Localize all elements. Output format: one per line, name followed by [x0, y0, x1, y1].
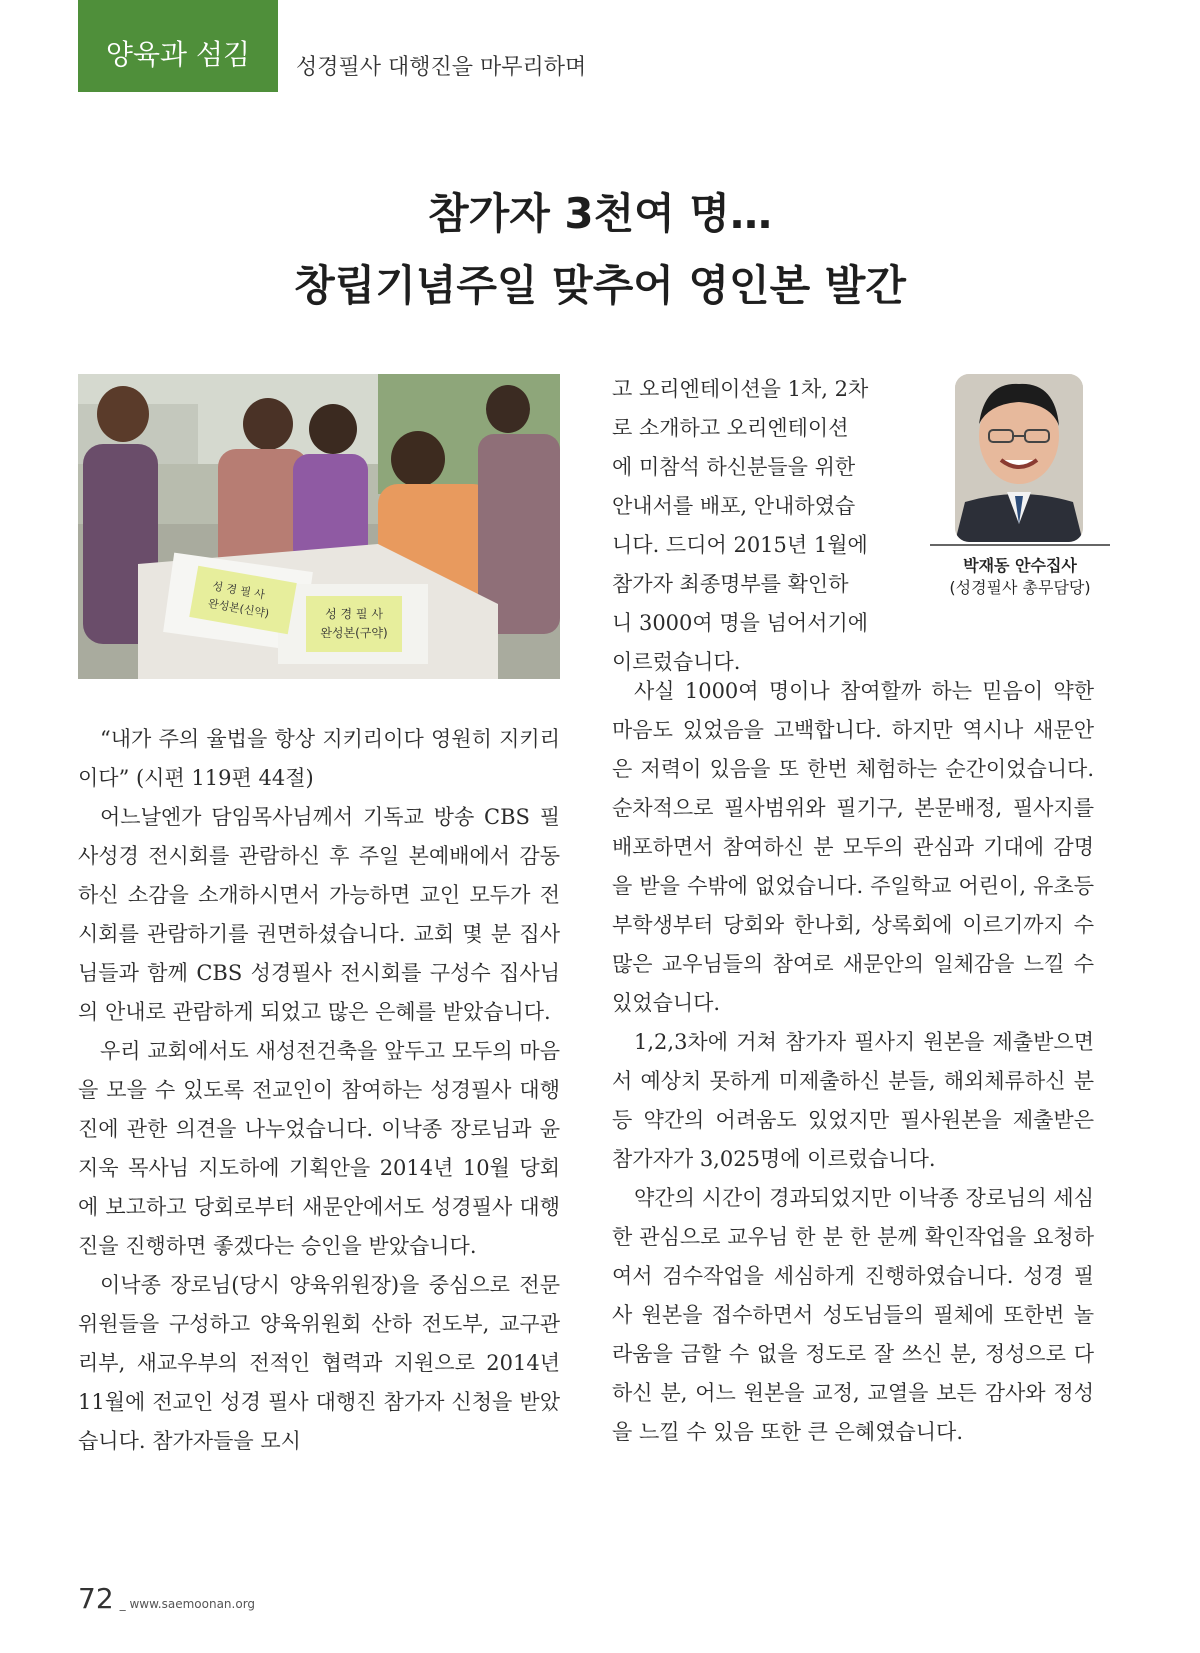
- right-top-line: 이르렀습니다.: [612, 650, 741, 674]
- caption-role: (성경필사 총무담당): [949, 578, 1091, 597]
- article-title: [0, 178, 1200, 322]
- page-number: 72: [78, 1582, 114, 1615]
- paragraph: 사실 1000여 명이나 참여할까 하는 믿음이 약한 마음도 있었음을 고백합니다. 하지만 역시나 새문안은 저력이 있음을 또 한번 체험하는 순간이었습니다. 순차적으로 필사범위와 필기구, 본문배정, 필사지를 배포하면서 참여하신 분 모두의 관심과 기대에 감명을 받을 수밖에 없었습니다. 주일학교 어린이, 유초등부학생부터 당회와 한나회, 상록회에 이르기까지 수많은 교우님들의 참여로 새문안의 일체감을 느낄 수 있었습니다.: [612, 679, 1094, 1015]
- paragraph: 어느날엔가 담임목사님께서 기독교 방송 CBS 필사성경 전시회를 관람하신 후 주일 본예배에서 감동하신 소감을 소개하시면서 가능하면 교인 모두가 전시회를 관람하기를 권면하셨습니다. 교회 몇 분 집사님들과 함께 CBS 성경필사 전시회를 구성수 집사님의 안내로 관람하게 되었고 많은 은혜를 받았습니다.: [78, 805, 560, 1024]
- section-subtitle: 성경필사 대행진을 마무리하며: [296, 55, 587, 80]
- right-top-text: [612, 370, 902, 682]
- event-photo: [78, 374, 560, 679]
- website-link[interactable]: _ www.saemoonan.org: [119, 1597, 256, 1611]
- portrait-caption: [925, 555, 1115, 599]
- sign-right-line-2: 완성본(구약): [320, 626, 388, 640]
- section-tab: [78, 0, 278, 92]
- right-top-line: 로 소개하고 오리엔테이션: [612, 416, 849, 440]
- right-top-line: 니다. 드디어 2015년 1월에: [612, 533, 868, 557]
- sign-left-line-1: 성 경 필 사: [211, 579, 266, 602]
- page-footer: [78, 1582, 255, 1615]
- right-top-line: 참가자 최종명부를 확인하: [612, 572, 849, 596]
- caption-divider: [930, 544, 1110, 546]
- paragraph: 약간의 시간이 경과되었지만 이낙종 장로님의 세심한 관심으로 교우님 한 분 한 분께 확인작업을 요청하여서 검수작업을 세심하게 진행하였습니다. 성경 필사 원본을 접수하면서 성도님들의 필체에 또한번 놀라움을 금할 수 없을 정도로 잘 쓰신 분, 정성으로 다하신 분, 어느 원본을 교정, 교열을 보든 감사와 정성을 느낄 수 있음 또한 큰 은혜였습니다.: [612, 1186, 1094, 1444]
- right-top-line: 니 3000여 명을 넘어서기에: [612, 611, 869, 635]
- sign-left-line-2: 완성본(신약): [207, 596, 271, 621]
- caption-name: 박재동 안수집사: [963, 556, 1077, 575]
- portrait-photo: [955, 374, 1083, 542]
- paragraph: 이낙종 장로님(당시 양육위원장)을 중심으로 전문위원들을 구성하고 양육위원회 산하 전도부, 교구관리부, 새교우부의 전적인 협력과 지원으로 2014년 11월에 전교인 성경 필사 대행진 참가자 신청을 받았습니다. 참가자들을 모시: [78, 1273, 560, 1453]
- paragraph: 1,2,3차에 거쳐 참가자 필사지 원본을 제출받으면서 예상치 못하게 미제출하신 분들, 해외체류하신 분 등 약간의 어려움도 있었지만 필사원본을 제출받은 참가자가 3,025명에 이르렀습니다.: [612, 1030, 1094, 1171]
- sign-right-line-1: 성 경 필 사: [325, 607, 383, 621]
- right-top-line: 안내서를 배포, 안내하였습: [612, 494, 856, 518]
- section-label: 양육과 섬김: [105, 38, 251, 71]
- paragraph: “내가 주의 율법을 항상 지키리이다 영원히 지키리이다” (시편 119편 44절): [78, 727, 560, 790]
- title-line-2: 창립기념주일 맞추어 영인본 발간: [294, 261, 906, 310]
- right-column: [612, 672, 1094, 1452]
- paragraph: 우리 교회에서도 새성전건축을 앞두고 모두의 마음을 모을 수 있도록 전교인이 참여하는 성경필사 대행진에 관한 의견을 나누었습니다. 이낙종 장로님과 윤지욱 목사님 지도하에 기획안을 2014년 10월 당회에 보고하고 당회로부터 새문안에서도 성경필사 대행진을 진행하면 좋겠다는 승인을 받았습니다.: [78, 1039, 560, 1258]
- right-top-line: 에 미참석 하신분들을 위한: [612, 455, 856, 479]
- title-line-1: 참가자 3천여 명…: [428, 189, 772, 238]
- left-column: [78, 720, 560, 1461]
- right-top-line: 고 오리엔테이션을 1차, 2차: [612, 377, 869, 401]
